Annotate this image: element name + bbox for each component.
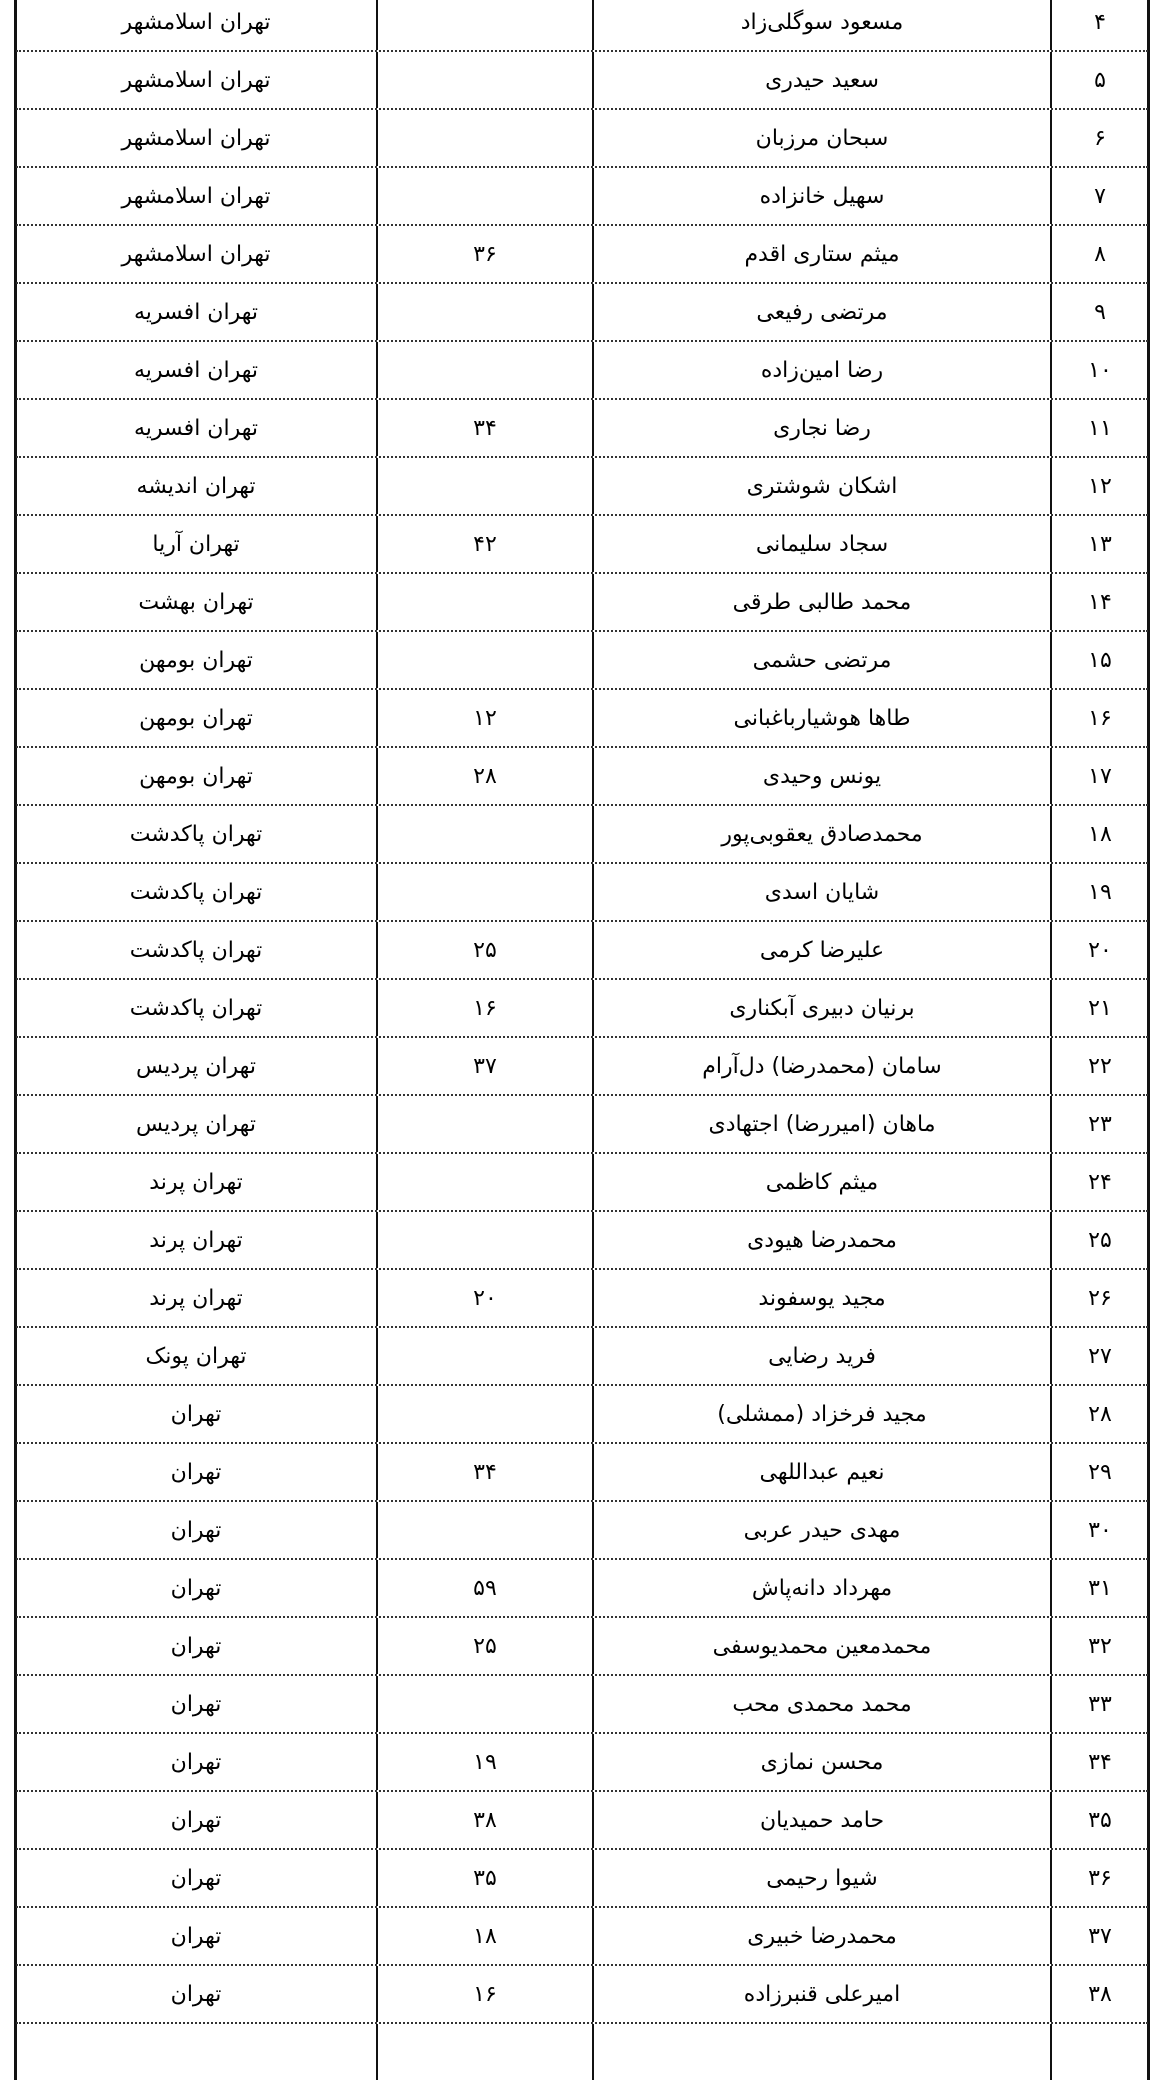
row-number-cell: ۲۱ <box>1050 980 1148 1036</box>
table-row <box>16 1502 1148 1560</box>
age-cell: ۲۸ <box>376 748 592 804</box>
age-cell: ۲۵ <box>376 922 592 978</box>
city-cell: تهران اسلامشهر <box>121 10 271 35</box>
row-number-cell: ۳۰ <box>1050 1502 1148 1558</box>
cutoff-cell <box>16 2024 376 2080</box>
city-cell: تهران افسریه <box>134 300 258 325</box>
city-cell: تهران پاکدشت <box>129 822 263 847</box>
age-cell <box>376 1676 592 1732</box>
row-number-cell: ۲۷ <box>1050 1328 1148 1384</box>
age-cell <box>376 0 592 50</box>
name-cell: مرتضی حشمی <box>592 632 1050 688</box>
age-cell <box>376 52 592 108</box>
name-cell: محمدمعین محمدیوسفی <box>592 1618 1050 1674</box>
age-cell: ۳۶ <box>376 226 592 282</box>
row-number-cell: ۱۰ <box>1050 342 1148 398</box>
age-cell: ۳۸ <box>376 1792 592 1848</box>
row-number-cell: ۵ <box>1050 52 1148 108</box>
name-cell: شایان اسدی <box>592 864 1050 920</box>
row-number-cell: ۳۵ <box>1050 1792 1148 1848</box>
row-number-cell: ۸ <box>1050 226 1148 282</box>
row-number-cell: ۱۴ <box>1050 574 1148 630</box>
row-number-cell: ۱۷ <box>1050 748 1148 804</box>
row-number-cell: ۲۳ <box>1050 1096 1148 1152</box>
age-cell: ۱۶ <box>376 1966 592 2022</box>
city-cell: تهران پاکدشت <box>129 996 263 1021</box>
name-cell: محمد طالبی طرقی <box>592 574 1050 630</box>
row-number-cell: ۶ <box>1050 110 1148 166</box>
name-cell: سجاد سلیمانی <box>592 516 1050 572</box>
table-row <box>16 168 1148 226</box>
city-cell: تهران <box>170 1866 222 1891</box>
row-number-cell: ۲۰ <box>1050 922 1148 978</box>
name-cell: سامان (محمدرضا) دل‌آرام <box>592 1038 1050 1094</box>
name-cell: میثم ستاری اقدم <box>592 226 1050 282</box>
name-cell: ماهان (امیررضا) اجتهادی <box>592 1096 1050 1152</box>
city-cell: تهران <box>170 1634 222 1659</box>
age-cell: ۱۶ <box>376 980 592 1036</box>
table-row <box>16 1270 1148 1328</box>
city-cell: تهران اسلامشهر <box>121 68 271 93</box>
table-row <box>16 1328 1148 1386</box>
table-row <box>16 1966 1148 2024</box>
row-number-cell: ۳۶ <box>1050 1850 1148 1906</box>
age-cell <box>376 864 592 920</box>
age-cell <box>376 1154 592 1210</box>
city-cell: تهران افسریه <box>134 416 258 441</box>
age-cell <box>376 574 592 630</box>
table-row <box>16 1676 1148 1734</box>
name-cell: برنیان دبیری آبکناری <box>592 980 1050 1036</box>
table-row <box>16 516 1148 574</box>
age-cell <box>376 458 592 514</box>
name-cell: علیرضا کرمی <box>592 922 1050 978</box>
cutoff-cell <box>1050 2024 1148 2080</box>
row-number-cell: ۱۶ <box>1050 690 1148 746</box>
row-number-cell: ۲۵ <box>1050 1212 1148 1268</box>
name-cell: محسن نمازی <box>592 1734 1050 1790</box>
row-number-cell: ۴ <box>1050 0 1148 50</box>
table-row <box>16 1908 1148 1966</box>
table-row <box>16 226 1148 284</box>
age-cell: ۳۴ <box>376 400 592 456</box>
table-row <box>16 1850 1148 1908</box>
name-cell: اشکان شوشتری <box>592 458 1050 514</box>
age-cell <box>376 342 592 398</box>
table-row <box>16 922 1148 980</box>
name-cell: مهرداد دانه‌پاش <box>592 1560 1050 1616</box>
city-cell: تهران <box>170 1402 222 1427</box>
age-cell <box>376 1386 592 1442</box>
city-cell: تهران <box>170 1808 222 1833</box>
city-cell: تهران آریا <box>152 532 240 557</box>
city-cell: تهران بومهن <box>139 764 253 789</box>
table-row-cutoff <box>16 2024 1148 2080</box>
age-cell: ۵۹ <box>376 1560 592 1616</box>
table-row <box>16 1444 1148 1502</box>
table-row <box>16 574 1148 632</box>
table-row <box>16 690 1148 748</box>
row-number-cell: ۲۹ <box>1050 1444 1148 1500</box>
city-cell: تهران پرند <box>149 1286 243 1311</box>
age-cell: ۲۰ <box>376 1270 592 1326</box>
city-cell: تهران پاکدشت <box>129 938 263 963</box>
city-cell: تهران اندیشه <box>136 474 256 499</box>
row-number-cell: ۳۱ <box>1050 1560 1148 1616</box>
cutoff-cell <box>592 2024 1050 2080</box>
name-cell: طاها هوشیارباغبانی <box>592 690 1050 746</box>
name-cell: رضا امین‌زاده <box>592 342 1050 398</box>
name-cell: نعیم عبداللهی <box>592 1444 1050 1500</box>
table-row <box>16 1734 1148 1792</box>
table-row <box>16 1618 1148 1676</box>
city-cell: تهران پرند <box>149 1170 243 1195</box>
row-number-cell: ۲۴ <box>1050 1154 1148 1210</box>
row-number-cell: ۱۵ <box>1050 632 1148 688</box>
name-cell: حامد حمیدیان <box>592 1792 1050 1848</box>
city-cell: تهران افسریه <box>134 358 258 383</box>
city-cell: تهران اسلامشهر <box>121 242 271 267</box>
age-cell: ۳۷ <box>376 1038 592 1094</box>
row-number-cell: ۲۶ <box>1050 1270 1148 1326</box>
city-cell: تهران <box>170 1518 222 1543</box>
table-row <box>16 1386 1148 1444</box>
city-cell: تهران بهشت <box>138 590 254 615</box>
city-cell: تهران <box>170 1982 222 2007</box>
row-number-cell: ۱۹ <box>1050 864 1148 920</box>
name-cell: محمدرضا خبیری <box>592 1908 1050 1964</box>
table-row <box>16 1792 1148 1850</box>
age-cell: ۱۹ <box>376 1734 592 1790</box>
table-row <box>16 284 1148 342</box>
age-cell: ۳۴ <box>376 1444 592 1500</box>
table-row <box>16 52 1148 110</box>
row-number-cell: ۲۲ <box>1050 1038 1148 1094</box>
row-number-cell: ۳۷ <box>1050 1908 1148 1964</box>
name-cell: یونس وحیدی <box>592 748 1050 804</box>
name-cell: مجید فرخزاد (ممشلی) <box>592 1386 1050 1442</box>
name-cell: فرید رضایی <box>592 1328 1050 1384</box>
age-cell <box>376 284 592 340</box>
table-row <box>16 342 1148 400</box>
table-row <box>16 1096 1148 1154</box>
name-cell: میثم کاظمی <box>592 1154 1050 1210</box>
row-number-cell: ۳۲ <box>1050 1618 1148 1674</box>
table-row <box>16 806 1148 864</box>
name-cell: شیوا رحیمی <box>592 1850 1050 1906</box>
name-cell: امیرعلی قنبرزاده <box>592 1966 1050 2022</box>
city-cell: تهران اسلامشهر <box>121 126 271 151</box>
table-row <box>16 0 1148 52</box>
city-cell: تهران پاکدشت <box>129 880 263 905</box>
name-cell: مرتضی رفیعی <box>592 284 1050 340</box>
age-cell: ۱۸ <box>376 1908 592 1964</box>
age-cell: ۲۵ <box>376 1618 592 1674</box>
row-number-cell: ۲۸ <box>1050 1386 1148 1442</box>
city-cell: تهران <box>170 1576 222 1601</box>
table-row <box>16 1154 1148 1212</box>
city-cell: تهران اسلامشهر <box>121 184 271 209</box>
name-cell: محمد محمدی محب <box>592 1676 1050 1732</box>
name-cell: سهیل خانزاده <box>592 168 1050 224</box>
row-number-cell: ۷ <box>1050 168 1148 224</box>
city-cell: تهران بومهن <box>139 706 253 731</box>
name-cell: رضا نجاری <box>592 400 1050 456</box>
cutoff-cell <box>376 2024 592 2080</box>
age-cell: ۱۲ <box>376 690 592 746</box>
row-number-cell: ۱۳ <box>1050 516 1148 572</box>
city-cell: تهران پردیس <box>136 1054 256 1079</box>
age-cell <box>376 1096 592 1152</box>
city-cell: تهران <box>170 1924 222 1949</box>
row-number-cell: ۱۸ <box>1050 806 1148 862</box>
table-row <box>16 1560 1148 1618</box>
name-cell: مهدی حیدر عربی <box>592 1502 1050 1558</box>
city-cell: تهران پونک <box>145 1344 247 1369</box>
table-row <box>16 458 1148 516</box>
age-cell <box>376 1502 592 1558</box>
row-number-cell: ۱۲ <box>1050 458 1148 514</box>
row-number-cell: ۳۳ <box>1050 1676 1148 1732</box>
city-cell: تهران بومهن <box>139 648 253 673</box>
name-cell: مجید یوسفوند <box>592 1270 1050 1326</box>
row-number-cell: ۹ <box>1050 284 1148 340</box>
city-cell: تهران <box>170 1460 222 1485</box>
name-cell: محمدرضا هیودی <box>592 1212 1050 1268</box>
table-row <box>16 400 1148 458</box>
city-cell: تهران <box>170 1750 222 1775</box>
city-cell: تهران پردیس <box>136 1112 256 1137</box>
table-row <box>16 110 1148 168</box>
row-number-cell: ۳۸ <box>1050 1966 1148 2022</box>
age-cell: ۴۲ <box>376 516 592 572</box>
row-number-cell: ۱۱ <box>1050 400 1148 456</box>
table-row <box>16 748 1148 806</box>
age-cell <box>376 168 592 224</box>
table-row <box>16 1038 1148 1096</box>
name-cell: مسعود سوگلی‌زاد <box>592 0 1050 50</box>
age-cell <box>376 1212 592 1268</box>
table-row <box>16 864 1148 922</box>
row-number-cell: ۳۴ <box>1050 1734 1148 1790</box>
age-cell <box>376 1328 592 1384</box>
age-cell <box>376 632 592 688</box>
table-row <box>16 1212 1148 1270</box>
table-row <box>16 632 1148 690</box>
city-cell: تهران <box>170 1692 222 1717</box>
age-cell <box>376 806 592 862</box>
table-row <box>16 980 1148 1038</box>
age-cell <box>376 110 592 166</box>
city-cell: تهران پرند <box>149 1228 243 1253</box>
name-cell: سعید حیدری <box>592 52 1050 108</box>
age-cell: ۳۵ <box>376 1850 592 1906</box>
name-cell: سبحان مرزبان <box>592 110 1050 166</box>
name-cell: محمدصادق یعقوبی‌پور <box>592 806 1050 862</box>
